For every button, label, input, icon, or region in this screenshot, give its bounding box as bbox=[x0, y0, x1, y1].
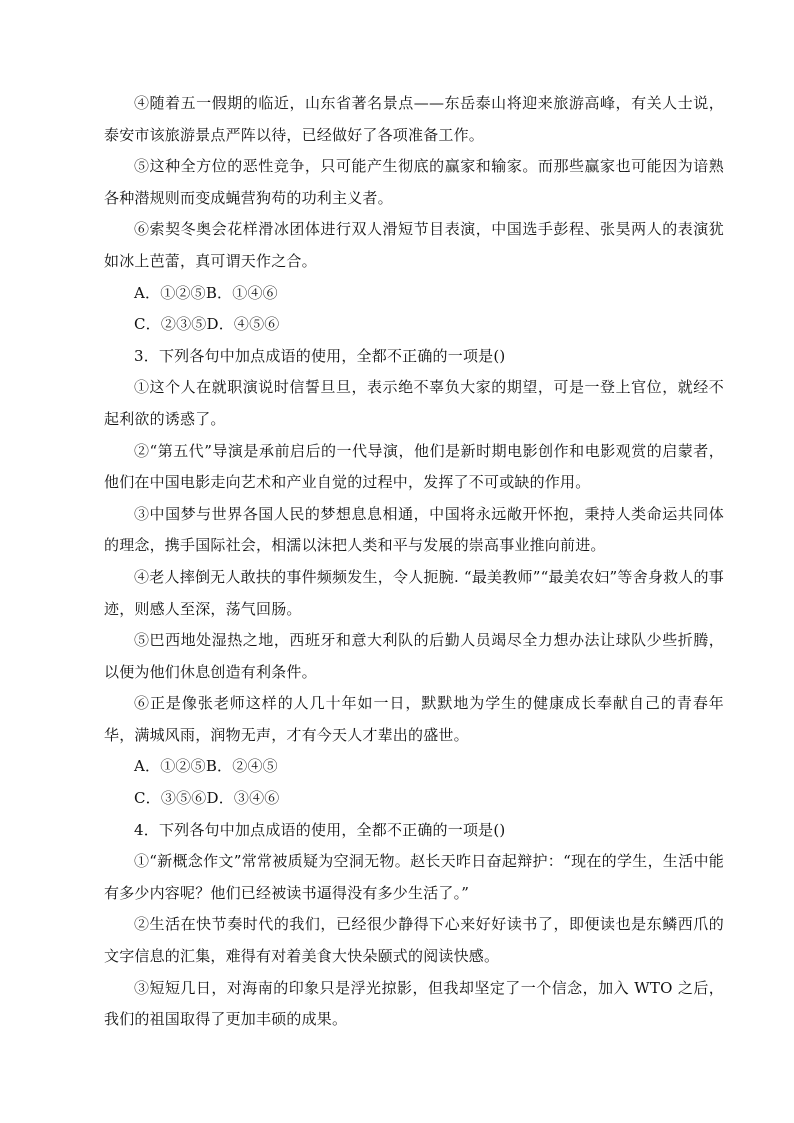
list-item: ④随着五一假期的临近，山东省著名景点——东岳泰山将迎来旅游高峰，有关人士说，泰安市该旅游景点严阵以待，已经做好了各项准备工作。 bbox=[104, 94, 724, 144]
document-body bbox=[104, 88, 724, 1036]
answer-options: C．③⑤⑥D．③④⑥ bbox=[134, 789, 280, 808]
list-item: ⑤这种全方位的恶性竞争，只可能产生彻底的赢家和输家。而那些赢家也可能因为谙熟各种潜规则而变成蝇营狗苟的功利主义者。 bbox=[104, 157, 724, 207]
question-title: 4．下列各句中加点成语的使用，全都不正确的一项是() bbox=[134, 820, 506, 839]
list-item: ③中国梦与世界各国人民的梦想息息相通，中国将永远敞开怀抱，秉持人类命运共同体的理念，携手国际社会，相濡以沫把人类和平与发展的崇高事业推向前进。 bbox=[104, 504, 724, 555]
answer-options: A．①②⑤B．②④⑤ bbox=[134, 757, 278, 776]
question-title: 3．下列各句中加点成语的使用，全都不正确的一项是() bbox=[134, 346, 506, 365]
answer-options: A．①②⑤B．①④⑥ bbox=[134, 283, 278, 302]
list-item: ③短短几日，对海南的印象只是浮光掠影，但我却坚定了一个信念，加入 WTO 之后，我们的祖国取得了更加丰硕的成果。 bbox=[104, 978, 724, 1029]
list-item: ②生活在快节奏时代的我们，已经很少静得下心来好好读书了，即便读也是东鳞西爪的文字信息的汇集，难得有对着美食大快朵颐式的阅读快感。 bbox=[104, 915, 724, 966]
list-item: ①“新概念作文”常常被质疑为空洞无物。赵长天昨日奋起辩护：“现在的学生，生活中能有多少内容呢？他们已经被读书逼得没有多少生活了。” bbox=[104, 852, 724, 902]
list-item: ⑤巴西地处湿热之地，西班牙和意大利队的后勤人员竭尽全力想办法让球队少些折腾，以便为他们休息创造有利条件。 bbox=[104, 631, 724, 681]
answer-options: C．②③⑤D．④⑤⑥ bbox=[134, 315, 280, 334]
list-item: ②“第五代”导演是承前启后的一代导演，他们是新时期电影创作和电影观赏的启蒙者，他们在中国电影走向艺术和产业自觉的过程中，发挥了不可或缺的作用。 bbox=[104, 441, 724, 492]
list-item: ⑥正是像张老师这样的人几十年如一日，默默地为学生的健康成长奉献自己的青春年华，满城风雨，润物无声，才有今天人才辈出的盛世。 bbox=[104, 694, 724, 744]
list-item: ④老人摔倒无人敢扶的事件频频发生，令人扼腕. “最美教师”“最美农妇”等舍身救人的事迹，则感人至深，荡气回肠。 bbox=[104, 567, 724, 618]
list-item: ①这个人在就职演说时信誓旦旦，表示绝不辜负大家的期望，可是一登上官位，就经不起利欲的诱惑了。 bbox=[104, 378, 724, 428]
list-item: ⑥索契冬奥会花样滑冰团体进行双人滑短节目表演，中国选手彭程、张昊两人的表演犹如冰上芭蕾，真可谓天作之合。 bbox=[104, 220, 724, 270]
